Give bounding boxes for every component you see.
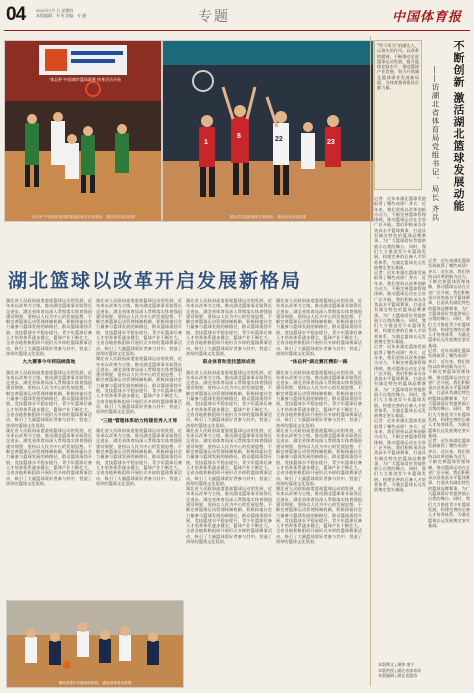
column-2-subhead: "三级"管理体系助力构建优秀人才库 [100,418,178,424]
sidebar-body-2-text-b: 记者：近年来湖北篮球发展取得了哪些成绩？齐兵：近年来，我们坚持以改革创新为动力，不断完善篮球管理体制，推动篮球运动在全省广泛开展。我们积极承办各类高水平篮球赛事，打造具有湖北特色的篮球品牌赛事，为广大篮球爱好者提供展示自我的舞台。同时，我们大力推进青少年篮球发展，构建完善的后备人才培养体系，为湖北篮球长远发展奠定坚实基础。 [428,348,470,438]
jersey-number-4: 23 [327,139,335,146]
jersey-number-1: 1 [204,139,208,146]
column-3-body-d: 湖北省人民政府高度重视篮球运动的发展，近年来以改革为主线，推动湖北篮球事业取得长足进步。湖北省体育局深入贯彻落实体育强国建设纲要，坚持以人民为中心的发展思想，不断完善篮球运动管理体制机制，积极探索社会力量参与篮球发展的新路径，群众篮球蓬勃开展，竞技篮球水平稳步提升，青少年篮球后备人才培养体系逐步健全，篮球产业不断壮大。全省各地积极组织开展形式多样的篮球赛事活动，吸引了大量篮球爱好者参与其中，营造了浓厚的篮球文化氛围。 [186,486,272,545]
column-4-body-b: 湖北省人民政府高度重视篮球运动的发展，近年来以改革为主线，推动湖北篮球事业取得长足进步。湖北省体育局深入贯彻落实体育强国建设纲要，坚持以人民为中心的发展思想，不断完善篮球运动管理体制机制，积极探索社会力量参与篮球发展的新路径，群众篮球蓬勃开展，竞技篮球水平稳步提升，青少年篮球后备人才培养体系逐步健全，篮球产业不断壮大。全省各地积极组织开展形式多样的篮球赛事活动，吸引了大量篮球爱好者参与其中，营造了浓厚的篮球文化氛围。 [276,369,362,428]
sidebar-body-text-c: 记者：近年来湖北篮球发展取得了哪些成绩？齐兵：近年来，我们坚持以改革创新为动力，不断完善篮球管理体制，推动篮球运动在全省广泛开展。我们积极承办各类高水平篮球赛事，打造具有湖北特色的篮球品牌赛事，为广大篮球爱好者提供展示自我的舞台。同时，我们大力推进青少年篮球发展，构建完善的后备人才培养体系，为湖北篮球长远发展奠定坚实基础。 [374,344,426,419]
section-label: 专题 [198,9,230,25]
sidebar-body-2-text-c: 记者：近年来湖北篮球发展取得了哪些成绩？齐兵：近年来，我们坚持以改革创新为动力，不断完善篮球管理体制，推动篮球运动在全省广泛开展。我们积极承办各类高水平篮球赛事，打造具有湖北特色的篮球品牌赛事，为广大篮球爱好者提供展示自我的舞台。同时，我们大力推进青少年篮球发展，构建完善的后备人才培养体系，为湖北篮球长远发展奠定坚实基础。 [428,438,470,528]
photo-3-caption: 湖北省青少年篮球训练营。 湖北省体育局供图 [58,681,132,685]
column-3-body-c: 湖北省人民政府高度重视篮球运动的发展，近年来以改革为主线，推动湖北篮球事业取得长足进步。湖北省体育局深入贯彻落实体育强国建设纲要，坚持以人民为中心的发展思想，不断完善篮球运动管理体制机制，积极探索社会力量参与篮球发展的新路径，群众篮球蓬勃开展，竞技篮球水平稳步提升，青少年篮球后备人才培养体系逐步健全，篮球产业不断壮大。全省各地积极组织开展形式多样的篮球赛事活动，吸引了大量篮球爱好者参与其中，营造了浓厚的篮球文化氛围。 [186,427,272,486]
sidebar-body-text: 记者：近年来湖北篮球发展取得了哪些成绩？齐兵：近年来，我们坚持以改革创新为动力，不断完善篮球管理体制，推动篮球运动在全省广泛开展。我们积极承办各类高水平篮球赛事，打造具有湖北特色的篮球品牌赛事，为广大篮球爱好者提供展示自我的舞台。同时，我们大力推进青少年篮球发展，构建完善的后备人才培养体系，为湖北篮球长远发展奠定坚实基础。 [374,196,426,270]
jersey-number-2: 22 [275,136,283,143]
article-column-3 [186,298,272,688]
edition-line: 本版编辑：专刊 美编：专 题 [36,13,87,18]
sidebar-subtitle: ——访湖北省体育局党组书记、局长 齐兵 [431,66,440,223]
page-credits [378,662,470,679]
credits-photo: 本版供图 | 湖北省体育局 [378,667,422,673]
page-number: 04 [6,4,26,25]
masthead-logo: 中国体育报 [392,10,463,25]
column-2-body-b: 湖北省人民政府高度重视篮球运动的发展，近年来以改革为主线，推动湖北篮球事业取得长足进步。湖北省体育局深入贯彻落实体育强国建设纲要，坚持以人民为中心的发展思想，不断完善篮球运动管理体制机制，积极探索社会力量参与篮球发展的新路径，群众篮球蓬勃开展，竞技篮球水平稳步提升，青少年篮球后备人才培养体系逐步健全，篮球产业不断壮大。全省各地积极组织开展形式多样的篮球赛事活动，吸引了大量篮球爱好者参与其中，营造了浓厚的篮球文化氛围。 [96,356,182,415]
column-4-subhead: "体总杯"湖北赛区精彩一路 [290,360,348,366]
sidebar-body-2-text: 记者：近年来湖北篮球发展取得了哪些成绩？齐兵：近年来，我们坚持以改革创新为动力，不断完善篮球管理体制，推动篮球运动在全省广泛开展。我们积极承办各类高水平篮球赛事，打造具有湖北特色的篮球品牌赛事，为广大篮球爱好者提供展示自我的舞台。同时，我们大力推进青少年篮球发展，构建完善的后备人才培养体系，为湖北篮球长远发展奠定坚实基础。 [428,258,470,348]
photo-2-caption: 湖北武汉篮球赛事比赛现场。 湖北省体育局供图 [229,215,307,219]
photo-basketball-game-2 [162,40,374,222]
scoreboard-text: "体总杯"中国城市篮球联赛 热身活动开始 [49,77,121,82]
header-rule [4,30,470,31]
sidebar-body [374,196,426,656]
article-column-2 [96,298,182,598]
column-3-subhead: 职业体育和竞技篮球成效 [202,360,256,366]
column-4-body-c: 湖北省人民政府高度重视篮球运动的发展，近年来以改革为主线，推动湖北篮球事业取得长足进步。湖北省体育局深入贯彻落实体育强国建设纲要，坚持以人民为中心的发展思想，不断完善篮球运动管理体制机制，积极探索社会力量参与篮球发展的新路径，群众篮球蓬勃开展，竞技篮球水平稳步提升，青少年篮球后备人才培养体系逐步健全，篮球产业不断壮大。全省各地积极组织开展形式多样的篮球赛事活动，吸引了大量篮球爱好者参与其中，营造了浓厚的篮球文化氛围。 [276,427,362,486]
sidebar-title: 不断创新 激活湖北篮球发展动能 [452,40,464,213]
column-1-body: 湖北省人民政府高度重视篮球运动的发展，近年来以改革为主线，推动湖北篮球事业取得长足进步。湖北省体育局深入贯彻落实体育强国建设纲要，坚持以人民为中心的发展思想，不断完善篮球运动管理体制机制，积极探索社会力量参与篮球发展的新路径，群众篮球蓬勃开展，竞技篮球水平稳步提升，青少年篮球后备人才培养体系逐步健全，篮球产业不断壮大。全省各地积极组织开展形式多样的篮球赛事活动，吸引了大量篮球爱好者参与其中，营造了浓厚的篮球文化氛围。 [6,298,92,356]
sidebar-body-2 [428,258,470,656]
column-3-body: 湖北省人民政府高度重视篮球运动的发展，近年来以改革为主线，推动湖北篮球事业取得长足进步。湖北省体育局深入贯彻落实体育强国建设纲要，坚持以人民为中心的发展思想，不断完善篮球运动管理体制机制，积极探索社会力量参与篮球发展的新路径，群众篮球蓬勃开展，竞技篮球水平稳步提升，青少年篮球后备人才培养体系逐步健全，篮球产业不断壮大。全省各地积极组织开展形式多样的篮球赛事活动，吸引了大量篮球爱好者参与其中，营造了浓厚的篮球文化氛围。 [186,298,272,356]
column-2-body-c: 湖北省人民政府高度重视篮球运动的发展，近年来以改革为主线，推动湖北篮球事业取得长足进步。湖北省体育局深入贯彻落实体育强国建设纲要，坚持以人民为中心的发展思想，不断完善篮球运动管理体制机制，积极探索社会力量参与篮球发展的新路径，群众篮球蓬勃开展，竞技篮球水平稳步提升，青少年篮球后备人才培养体系逐步健全，篮球产业不断壮大。全省各地积极组织开展形式多样的篮球赛事活动，吸引了大量篮球爱好者参与其中，营造了浓厚的篮球文化氛围。 [96,427,182,486]
photo-basketball-game-2-image [163,41,373,221]
credits-editor: 本版编辑 | 湖北省篮协 [378,673,418,679]
column-1-body-b: 湖北省人民政府高度重视篮球运动的发展，近年来以改革为主线，推动湖北篮球事业取得长足进步。湖北省体育局深入贯彻落实体育强国建设纲要，坚持以人民为中心的发展思想，不断完善篮球运动管理体制机制，积极探索社会力量参与篮球发展的新路径，群众篮球蓬勃开展，竞技篮球水平稳步提升，青少年篮球后备人才培养体系逐步健全，篮球产业不断壮大。全省各地积极组织开展形式多样的篮球赛事活动，吸引了大量篮球爱好者参与其中，营造了浓厚的篮球文化氛围。 [6,369,92,428]
sidebar-body-text-b: 记者：近年来湖北篮球发展取得了哪些成绩？齐兵：近年来，我们坚持以改革创新为动力，不断完善篮球管理体制，推动篮球运动在全省广泛开展。我们积极承办各类高水平篮球赛事，打造具有湖北特色的篮球品牌赛事，为广大篮球爱好者提供展示自我的舞台。同时，我们大力推进青少年篮球发展，构建完善的后备人才培养体系，为湖北篮球长远发展奠定坚实基础。 [374,270,426,345]
photo-basketball-game-1 [4,40,162,222]
sidebar-body-text-d: 记者：近年来湖北篮球发展取得了哪些成绩？齐兵：近年来，我们坚持以改革创新为动力，不断完善篮球管理体制，推动篮球运动在全省广泛开展。我们积极承办各类高水平篮球赛事，打造具有湖北特色的篮球品牌赛事，为广大篮球爱好者提供展示自我的舞台。同时，我们大力推进青少年篮球发展，构建完善的后备人才培养体系，为湖北篮球长远发展奠定坚实基础。 [374,418,426,493]
sidebar-intro-text: "所干所为"的湖北人，以务实的作风，以改革的精神，不断推动全省篮球运动发展，提升篮球竞技水平，推动篮球产业发展，努力开创湖北篮球事业发展新局面，为体育强省建设贡献力量。 [377,43,419,91]
photo-1-caption: "体总杯"中国城市篮球联赛湖北赛区比赛现场。 湖北省体育局供图 [30,215,136,219]
article-column-1 [6,298,92,598]
article-column-4 [276,298,362,688]
sidebar-divider [370,36,371,686]
column-3-body-b: 湖北省人民政府高度重视篮球运动的发展，近年来以改革为主线，推动湖北篮球事业取得长足进步。湖北省体育局深入贯彻落实体育强国建设纲要，坚持以人民为中心的发展思想，不断完善篮球运动管理体制机制，积极探索社会力量参与篮球发展的新路径，群众篮球蓬勃开展，竞技篮球水平稳步提升，青少年篮球后备人才培养体系逐步健全，篮球产业不断壮大。全省各地积极组织开展形式多样的篮球赛事活动，吸引了大量篮球爱好者参与其中，营造了浓厚的篮球文化氛围。 [186,369,272,428]
jersey-number-3: 8 [237,133,241,140]
column-4-body-d: 湖北省人民政府高度重视篮球运动的发展，近年来以改革为主线，推动湖北篮球事业取得长足进步。湖北省体育局深入贯彻落实体育强国建设纲要，坚持以人民为中心的发展思想，不断完善篮球运动管理体制机制，积极探索社会力量参与篮球发展的新路径，群众篮球蓬勃开展，竞技篮球水平稳步提升，青少年篮球后备人才培养体系逐步健全，篮球产业不断壮大。全省各地积极组织开展形式多样的篮球赛事活动，吸引了大量篮球爱好者参与其中，营造了浓厚的篮球文化氛围。 [276,486,362,545]
photo-youth-training [6,600,184,688]
column-1-body-c: 湖北省人民政府高度重视篮球运动的发展，近年来以改革为主线，推动湖北篮球事业取得长足进步。湖北省体育局深入贯彻落实体育强国建设纲要，坚持以人民为中心的发展思想，不断完善篮球运动管理体制机制，积极探索社会力量参与篮球发展的新路径，群众篮球蓬勃开展，竞技篮球水平稳步提升，青少年篮球后备人才培养体系逐步健全，篮球产业不断壮大。全省各地积极组织开展形式多样的篮球赛事活动，吸引了大量篮球爱好者参与其中，营造了浓厚的篮球文化氛围。 [6,427,92,486]
main-headline: 湖北篮球以改革开启发展新格局 [8,271,303,292]
page-meta [36,8,108,18]
sidebar-intro-box [374,40,422,190]
column-4-body: 湖北省人民政府高度重视篮球运动的发展，近年来以改革为主线，推动湖北篮球事业取得长足进步。湖北省体育局深入贯彻落实体育强国建设纲要，坚持以人民为中心的发展思想，不断完善篮球运动管理体制机制，积极探索社会力量参与篮球发展的新路径，群众篮球蓬勃开展，竞技篮球水平稳步提升，青少年篮球后备人才培养体系逐步健全，篮球产业不断壮大。全省各地积极组织开展形式多样的篮球赛事活动，吸引了大量篮球爱好者参与其中，营造了浓厚的篮球文化氛围。 [276,298,362,356]
column-2-body: 湖北省人民政府高度重视篮球运动的发展，近年来以改革为主线，推动湖北篮球事业取得长足进步。湖北省体育局深入贯彻落实体育强国建设纲要，坚持以人民为中心的发展思想，不断完善篮球运动管理体制机制，积极探索社会力量参与篮球发展的新路径，群众篮球蓬勃开展，竞技篮球水平稳步提升，青少年篮球后备人才培养体系逐步健全，篮球产业不断壮大。全省各地积极组织开展形式多样的篮球赛事活动，吸引了大量篮球爱好者参与其中，营造了浓厚的篮球文化氛围。 [96,298,182,356]
credits-writer: 本版撰文 | 湖体 康宁 [378,662,415,667]
column-1-subhead: 九大赛事今年将陆续落地 [22,360,76,366]
date-line: 2021年7月 日 星期四 [36,8,74,13]
photo-youth-training-image [7,601,183,687]
photo-basketball-game-1-image [5,41,161,221]
